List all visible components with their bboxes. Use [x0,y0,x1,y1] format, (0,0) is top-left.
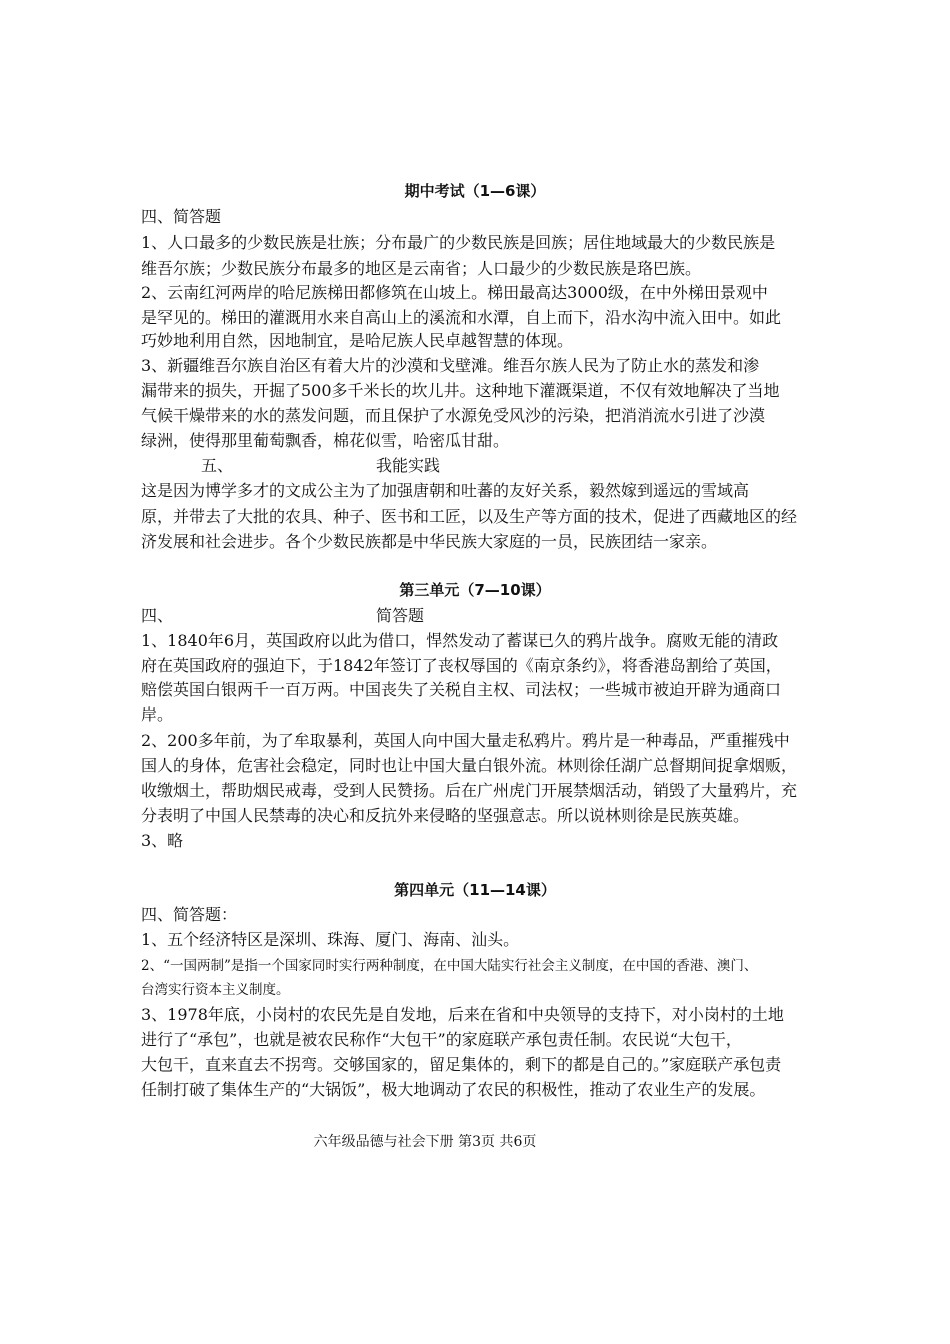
text-line: 1、人口最多的少数民族是壮族；分布最广的少数民族是回族；居住地域最大的少数民族是 [141,233,776,252]
text-line: 进行了“承包”，也就是被农民称作“大包干”的家庭联产承包责任制。农民说“大包干， [141,1030,742,1049]
page-footer: 六年级品德与社会下册 第3页 共6页 [313,1134,537,1150]
text-line: 这是因为博学多才的文成公主为了加强唐朝和吐蕃的友好关系，毅然嫁到遥远的雪域高 [141,481,750,500]
text-line: 3、略 [141,831,184,850]
question-number: 四、 [141,606,174,625]
text-line: 巧妙地利用自然，因地制宜，是哈尼族人民卓越智慧的体现。 [141,331,574,350]
text-line-small: 2、“一国两制”是指一个国家同时实行两种制度，在中国大陆实行社会主义制度，在中国的香港、澳门、 [141,958,758,974]
text-line: 是罕见的。梯田的灌溉用水来自高山上的溪流和水潭，自上而下，沿水沟中流入田中。如此 [141,308,782,327]
text-line: 大包干，直来直去不拐弯。交够国家的，留足集体的，剩下的都是自己的。”家庭联产承包责 [141,1055,782,1074]
section-title-unit4: 第四单元（11—14课） [394,881,556,899]
text-line-small: 台湾实行资本主义制度。 [141,982,290,998]
question-heading: 简答题 [376,606,425,625]
section-title-unit3: 第三单元（7—10课） [399,581,551,599]
text-line: 收缴烟土，帮助烟民戒毒，受到人民赞扬。后在广州虎门开展禁烟活动，销毁了大量鸦片，充 [141,781,798,800]
text-line: 原，并带去了大批的农具、种子、医书和工匠，以及生产等方面的技术，促进了西藏地区的经 [141,507,798,526]
text-line: 维吾尔族；少数民族分布最多的地区是云南省；人口最少的少数民族是珞巴族。 [141,259,702,278]
text-line: 任制打破了集体生产的“大锅饭”，极大地调动了农民的积极性，推动了农业生产的发展。 [141,1080,766,1099]
text-line: 赔偿英国白银两千一百万两。中国丧失了关税自主权、司法权；一些城市被迫开辟为通商口 [141,680,782,699]
text-line: 2、200多年前，为了牟取暴利，英国人向中国大量走私鸦片。鸦片是一种毒品，严重摧残中 [141,731,790,750]
text-line: 国人的身体，危害社会稳定，同时也让中国大量白银外流。林则徐任湖广总督期间捉拿烟贩， [141,756,798,775]
text-line: 2、云南红河两岸的哈尼族梯田都修筑在山坡上。梯田最高达3000级，在中外梯田景观中 [141,283,768,302]
question-heading: 四、简答题 [141,207,222,226]
text-line: 1、五个经济特区是深圳、珠海、厦门、海南、汕头。 [141,930,520,949]
text-line: 3、1978年底，小岗村的农民先是自发地，后来在省和中央领导的支持下，对小岗村的土地 [141,1005,784,1024]
question-number: 五、 [201,456,234,475]
text-line: 分表明了中国人民禁毒的决心和反抗外来侵略的坚强意志。所以说林则徐是民族英雄。 [141,806,750,825]
text-line: 气候干燥带来的水的蒸发问题，而且保护了水源免受风沙的污染，把消消流水引进了沙漠 [141,406,766,425]
text-line: 1、1840年6月，英国政府以此为借口，悍然发动了蓄谋已久的鸦片战争。腐败无能的清政 [141,631,779,650]
question-heading: 四、简答题： [141,905,238,924]
text-line: 漏带来的损失，开掘了500多千米长的坎儿井。这种地下灌溉渠道，不仅有效地解决了当地 [141,381,780,400]
text-line: 济发展和社会进步。各个少数民族都是中华民族大家庭的一员，民族团结一家亲。 [141,532,718,551]
text-line: 绿洲，使得那里葡萄飘香，棉花似雪，哈密瓜甘甜。 [141,431,510,450]
text-line: 岸。 [141,705,174,724]
section-title-midterm: 期中考试（1—6课） [404,182,546,200]
text-line: 3、新疆维吾尔族自治区有着大片的沙漠和戈壁滩。维吾尔族人民为了防止水的蒸发和渗 [141,356,760,375]
text-line: 府在英国政府的强迫下，于1842年签订了丧权辱国的《南京条约》，将香港岛割给了英国， [141,656,782,675]
question-heading: 我能实践 [376,456,441,475]
